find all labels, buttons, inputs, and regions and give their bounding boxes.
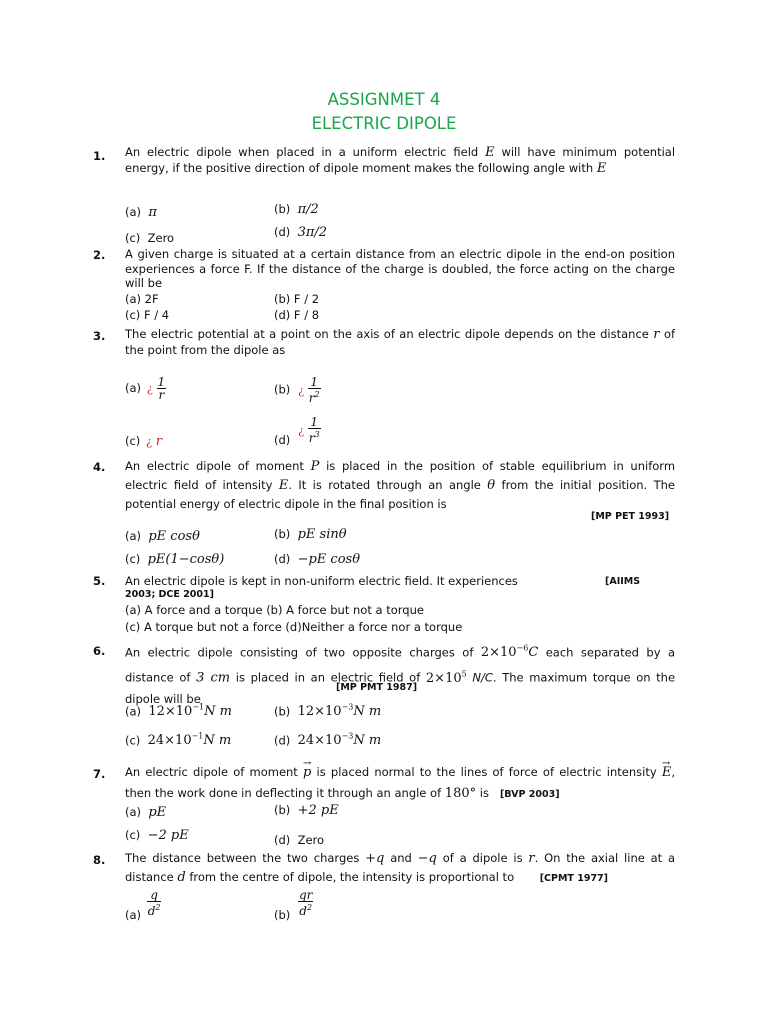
q6-option-a[interactable]: [125, 703, 232, 719]
q6-option-b-value: $12\times 10^{-3}N$ m: [297, 703, 382, 720]
q3-option-c[interactable]: [125, 434, 162, 449]
q5-reference-1: [AIIMS: [605, 576, 641, 587]
q1-option-d-value: 3π/2: [297, 225, 328, 240]
q8-sym-minus-q: −q: [417, 851, 437, 866]
q7-text-e: is: [479, 786, 489, 800]
q7-text-a: An electric dipole of moment: [125, 765, 298, 779]
q4-sym-p: P: [310, 459, 320, 474]
q8-sym-plus-q: +q: [365, 851, 385, 866]
q8-option-a-label: (a): [125, 907, 142, 922]
q6-option-b[interactable]: [274, 703, 381, 719]
q3-text-a: The electric potential at a point on the axis of an electric dipole depends on the distance: [125, 327, 649, 341]
q7-option-d[interactable]: [274, 833, 324, 847]
q3-option-b-glyph: ¿: [297, 382, 305, 397]
q1-text: [125, 145, 675, 176]
q4-number: 4.: [93, 460, 106, 474]
q4-option-b-value: pE sinθ: [297, 527, 347, 542]
q1-option-a-label: (a): [125, 205, 142, 219]
q7-text-c: ,: [671, 765, 676, 779]
q6-option-d-label: (d): [274, 733, 291, 748]
q7-option-d-label: (d): [274, 833, 291, 847]
q6-option-c[interactable]: [125, 732, 231, 748]
q6-reference: [MP PMT 1987]: [336, 682, 418, 693]
q8-option-b-fraction: $\frac{qr}{d^2}$: [298, 888, 313, 918]
q8-option-b[interactable]: [274, 888, 313, 922]
q7-option-a[interactable]: [125, 805, 166, 820]
q4-reference: [MP PET 1993]: [591, 511, 670, 522]
q6-text-e: . The maximum torque on the dipole will be: [125, 670, 676, 706]
q3-option-b[interactable]: [274, 376, 321, 404]
q2-number: 2.: [93, 248, 106, 262]
q1-option-a[interactable]: [125, 205, 157, 220]
q7-text-b: is placed normal to the lines of force of electric intensity: [316, 765, 657, 779]
q7-option-c-label: (c): [125, 828, 141, 842]
q6-option-c-label: (c): [125, 733, 141, 748]
q8-sym-d: d: [177, 870, 186, 885]
q1-text-b: will have minimum potential energy, if the positive direction of dipole moment makes the following angle with: [125, 145, 676, 175]
q4-option-c-label: (c): [125, 552, 141, 566]
q6-distance: 3 cm: [196, 670, 231, 686]
q4-sym-e: E: [278, 478, 289, 493]
q8-text-c: of a dipole is: [442, 851, 523, 865]
q2-text: A given charge is situated at a certain distance from an electric dipole in the end-on position experiences a force F. If the distance of the charge is doubled, the force acting on the charge will be: [125, 247, 675, 290]
q3-option-a-fraction: $\frac{1}{r}$: [157, 375, 166, 402]
q7-option-b-value: +2 pE: [297, 803, 339, 818]
q1-option-c-value: Zero: [147, 231, 175, 245]
q3-sym-r: r: [653, 327, 660, 342]
q4-text-d: from the initial position. The potential energy of electric dipole in the final position is: [125, 478, 675, 511]
q5-reference-2: 2003; DCE 2001]: [125, 589, 214, 600]
q8-option-a[interactable]: [125, 888, 161, 922]
q7-text: [125, 762, 675, 805]
q8-option-a-fraction: $\frac{q}{d^2}$: [147, 888, 161, 918]
q3-option-c-glyph: ¿: [145, 434, 153, 448]
q7-option-c[interactable]: [125, 828, 189, 843]
q1-option-a-value: π: [148, 205, 157, 220]
q3-text-b: of the point from the dipole as: [125, 327, 676, 357]
q1-sym-e: E: [485, 145, 495, 160]
q8-reference: [CPMT 1977]: [539, 873, 609, 884]
q1-option-b[interactable]: [274, 202, 319, 217]
q5-text: An electric dipole is kept in non-uniform electric field. It experiences: [125, 574, 518, 588]
q3-option-b-label: (b): [274, 382, 291, 397]
q3-text: [125, 327, 675, 357]
q6-field: $2\times 10^5$: [425, 669, 467, 686]
q4-option-a-value: pE cosθ: [148, 529, 200, 544]
q7-option-a-label: (a): [125, 805, 142, 819]
q1-text-a: An electric dipole when placed in a uniform electric field: [125, 145, 479, 159]
topic-title: ELECTRIC DIPOLE: [311, 114, 457, 133]
q4-option-c-value: pE(1−cosθ): [147, 552, 225, 567]
q6-text-c: is placed in an electric field of: [235, 670, 421, 685]
q8-text-d: . On the axial line at a distance: [125, 851, 676, 884]
q7-option-c-value: −2 pE: [147, 828, 189, 843]
q3-number: 3.: [93, 329, 106, 343]
q7-sym-p-vector: → p: [303, 763, 311, 783]
q4-text-b: is placed in the position of stable equilibrium in uniform electric field of intensity: [125, 459, 676, 492]
q8-sym-r: r: [528, 851, 535, 866]
q6-option-c-value: $24\times 10^{-1}N$ m: [147, 732, 232, 749]
q1-option-b-label: (b): [274, 202, 291, 216]
q3-option-d-fraction: $\frac{1}{r^3}$: [308, 415, 320, 445]
q3-option-b-fraction: $\frac{1}{r^2}$: [308, 375, 320, 405]
q6-option-a-label: (a): [125, 704, 142, 719]
q3-option-a-glyph: ¿: [146, 381, 153, 395]
q2-option-b[interactable]: (b) F / 2: [274, 292, 320, 306]
q4-option-a-label: (a): [125, 529, 142, 543]
q4-text-c: . It is rotated through an angle: [288, 478, 481, 492]
q8-option-b-label: (b): [274, 907, 291, 922]
q7-text-d: then the work done in deflecting it through an angle of: [125, 786, 442, 800]
q6-text-a: An electric dipole consisting of two opposite charges of: [125, 645, 474, 660]
q8-text-b: and: [390, 851, 412, 865]
q4-option-c[interactable]: [125, 552, 224, 567]
q1-option-d-label: (d): [274, 225, 291, 239]
q2-option-a[interactable]: (a) 2F: [125, 292, 159, 306]
q6-text: [125, 638, 675, 710]
q8-number: 8.: [93, 853, 106, 867]
q4-option-d-label: (d): [274, 552, 291, 566]
q5-options-cd[interactable]: (c) A torque but not a force (d)Neither a force nor a torque: [125, 620, 463, 634]
q6-option-b-label: (b): [274, 704, 291, 719]
q1-sym-e2: E: [596, 160, 607, 176]
q4-sym-theta: θ: [487, 478, 496, 493]
q6-option-d-value: $24\times 10^{-3}N$ m: [297, 732, 382, 749]
q6-charge: $2\times 10^{-6}C$: [480, 644, 539, 661]
q4-text: [125, 457, 675, 513]
q3-option-c-label: (c): [125, 434, 141, 448]
q1-option-c[interactable]: [125, 231, 174, 245]
q7-option-a-value: pE: [148, 805, 167, 820]
q5-options-ab[interactable]: (a) A force and a torque (b) A force but not a torque: [125, 603, 424, 617]
q3-option-a-label: (a): [125, 381, 142, 395]
q3-option-d-label: (d): [274, 432, 291, 447]
q3-option-a[interactable]: [125, 376, 166, 401]
q4-option-d[interactable]: [274, 552, 360, 567]
q2-option-d[interactable]: (d) F / 8: [274, 308, 320, 322]
q6-text-d: N/C: [472, 670, 493, 685]
q8-text-e: from the centre of dipole, the intensity is proportional to: [189, 870, 515, 884]
q1-number: 1.: [93, 149, 106, 163]
q7-option-b-label: (b): [274, 803, 291, 817]
q4-option-d-value: −pE cosθ: [297, 552, 361, 567]
q7-reference: [BVP 2003]: [499, 789, 560, 800]
q6-option-a-value: $12\times 10^{-1}N$ m: [148, 703, 232, 720]
q5-number: 5.: [93, 574, 106, 588]
q2-option-c[interactable]: (c) F / 4: [125, 308, 170, 322]
q3-option-c-value: r: [155, 434, 162, 449]
q7-angle: 180°: [444, 786, 477, 801]
q1-option-b-value: π/2: [297, 202, 319, 217]
q7-number: 7.: [93, 767, 106, 781]
q1-option-c-label: (c): [125, 231, 141, 245]
q7-sym-e-vector: → E: [662, 763, 672, 783]
q8-text: [125, 849, 675, 888]
q6-number: 6.: [93, 644, 106, 658]
q4-option-b-label: (b): [274, 527, 291, 541]
q4-option-a[interactable]: [125, 529, 200, 544]
q7-option-d-value: Zero: [297, 833, 325, 847]
q3-option-d[interactable]: [274, 415, 321, 447]
q3-option-d-glyph: ¿: [297, 422, 305, 437]
q7-option-b[interactable]: [274, 803, 339, 818]
q1-option-d[interactable]: [274, 225, 327, 240]
q8-text-a: The distance between the two charges: [125, 851, 360, 865]
q6-option-d[interactable]: [274, 732, 381, 748]
q4-option-b[interactable]: [274, 527, 347, 542]
q4-text-a: An electric dipole of moment: [125, 459, 304, 473]
q6-text-b: each separated by a distance of: [125, 645, 675, 685]
assignment-title: ASSIGNMET 4: [327, 90, 441, 109]
